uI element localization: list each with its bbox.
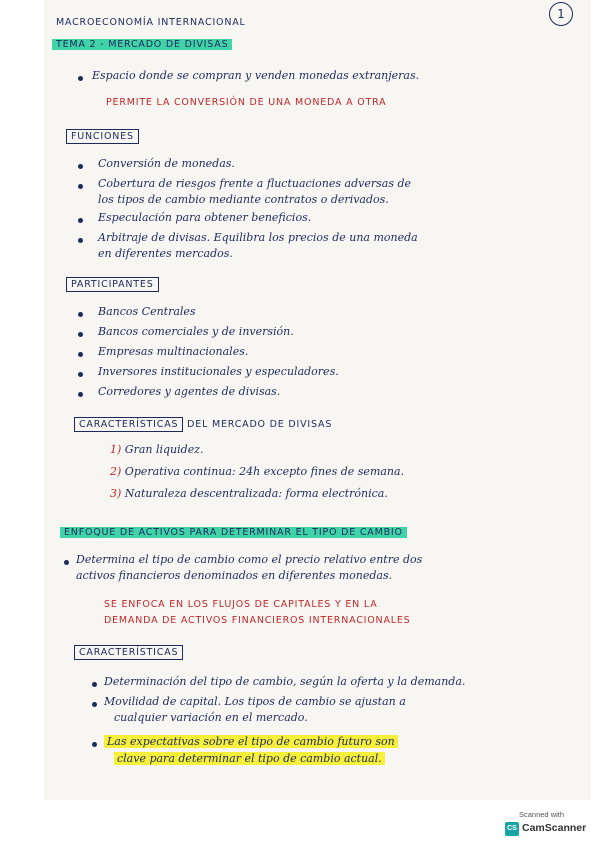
section-title-enfoque	[60, 526, 407, 540]
list-item: Empresas multinacionales.	[98, 345, 249, 358]
bullet-dot	[92, 742, 97, 747]
camscanner-name: CamScanner	[522, 822, 587, 834]
bullet-dot	[64, 560, 69, 565]
caracteristicas-heading-rest: DEL MERCADO DE DIVISAS	[187, 419, 333, 430]
list-item: Conversión de monedas.	[98, 157, 235, 170]
list-item: Cobertura de riesgos frente a fluctuaciones adversas de	[98, 177, 412, 190]
enfoque-note-line-2: DEMANDA DE ACTIVOS FINANCIEROS INTERNACIONALES	[104, 615, 411, 626]
numbered-item	[110, 487, 388, 501]
highlighted-text: Las expectativas sobre el tipo de cambio futuro son	[104, 735, 398, 748]
bullet-dot	[78, 164, 83, 169]
section-heading-caracteristicas-enfoque	[74, 646, 183, 660]
camscanner-logo-icon: CS	[505, 822, 519, 836]
caracteristicas-heading: CARACTERÍSTICAS	[74, 417, 183, 432]
numbered-item	[110, 465, 404, 479]
enfoque-text-line-2: activos financieros denominados en diferentes monedas.	[76, 569, 393, 582]
bullet-dot	[78, 76, 83, 81]
item-number: 1)	[110, 443, 122, 456]
numbered-item	[110, 443, 204, 457]
list-item-continuation: cualquier variación en el mercado.	[114, 711, 308, 724]
list-item: Especulación para obtener beneficios.	[98, 211, 312, 224]
enfoque-text-line-1: Determina el tipo de cambio como el precio relativo entre dos	[76, 553, 423, 566]
page-number: 1	[549, 2, 573, 26]
list-item-continuation-highlighted	[114, 752, 385, 766]
list-item: Bancos Centrales	[98, 305, 196, 318]
list-item-continuation: en diferentes mercados.	[98, 247, 233, 260]
item-number: 3)	[110, 487, 122, 500]
bullet-dot	[78, 184, 83, 189]
bullet-dot	[78, 372, 83, 377]
bullet-dot	[78, 218, 83, 223]
topic-title-text: TEMA 2 - MERCADO DE DIVISAS	[52, 39, 232, 50]
topic-title	[52, 38, 232, 52]
item-number: 2)	[110, 465, 122, 478]
caracteristicas-enfoque-heading: CARACTERÍSTICAS	[74, 645, 183, 660]
section-heading-caracteristicas-mercado	[74, 418, 332, 432]
bullet-dot	[78, 312, 83, 317]
camscanner-badge	[505, 808, 589, 840]
list-item: Arbitraje de divisas. Equilibra los precios de una moneda	[98, 231, 418, 244]
course-title: MACROECONOMÍA INTERNACIONAL	[56, 17, 246, 28]
list-item-highlighted	[104, 735, 398, 749]
enfoque-note-line-1: SE ENFOCA EN LOS FLUJOS DE CAPITALES Y EN LA	[104, 599, 378, 610]
section-heading-funciones	[66, 130, 139, 144]
highlighted-text: clave para determinar el tipo de cambio actual.	[114, 752, 385, 765]
list-item: Bancos comerciales y de inversión.	[98, 325, 294, 338]
bullet-dot	[92, 682, 97, 687]
enfoque-title: ENFOQUE DE ACTIVOS PARA DETERMINAR EL TIPO DE CAMBIO	[60, 527, 407, 538]
list-item: Corredores y agentes de divisas.	[98, 385, 281, 398]
list-item: Determinación del tipo de cambio, según la oferta y la demanda.	[104, 675, 466, 688]
funciones-heading: FUNCIONES	[66, 129, 139, 144]
item-text: Operativa continua: 24h excepto fines de semana.	[124, 465, 405, 478]
bullet-dot	[78, 238, 83, 243]
section-heading-participantes	[66, 278, 159, 292]
bullet-dot	[92, 702, 97, 707]
list-item: Movilidad de capital. Los tipos de cambio se ajustan a	[104, 695, 406, 708]
participantes-heading: PARTICIPANTES	[66, 277, 159, 292]
list-item: Inversores institucionales y especuladores.	[98, 365, 339, 378]
item-text: Naturaleza descentralizada: forma electrónica.	[124, 487, 388, 500]
bullet-dot	[78, 392, 83, 397]
definition-text: Espacio donde se compran y venden monedas extranjeras.	[92, 69, 420, 82]
definition-note: PERMITE LA CONVERSIÓN DE UNA MONEDA A OTRA	[106, 97, 387, 108]
bullet-dot	[78, 352, 83, 357]
item-text: Gran liquidez.	[124, 443, 204, 456]
scanned-with-label: Scanned with	[519, 810, 565, 819]
bullet-dot	[78, 332, 83, 337]
list-item-continuation: los tipos de cambio mediante contratos o derivados.	[98, 193, 389, 206]
